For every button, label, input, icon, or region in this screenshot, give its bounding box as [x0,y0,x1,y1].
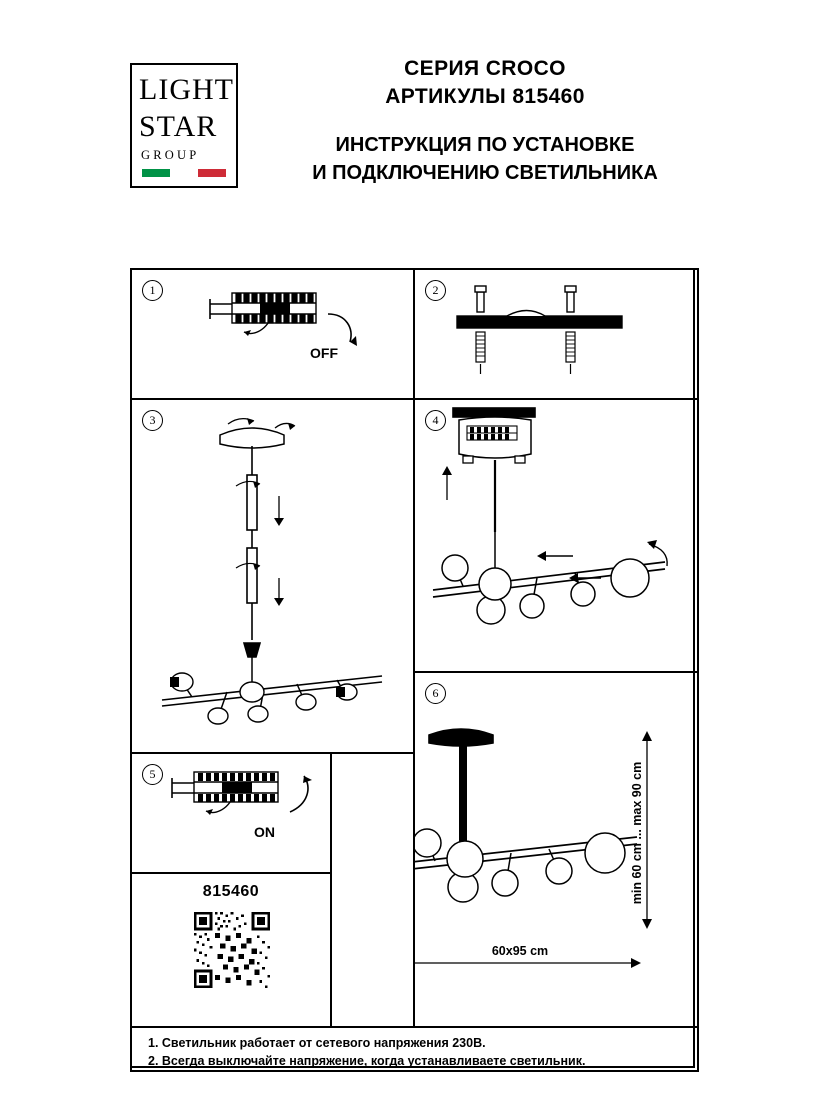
italy-flag-icon [142,169,226,177]
qr-panel [130,872,332,1028]
step6-illustration [415,673,699,1028]
notes-panel [130,1026,699,1072]
step-panel-4 [413,398,699,673]
instruction-title-line1: ИНСТРУКЦИЯ ПО УСТАНОВКЕ [335,134,635,156]
step1-illustration [132,270,415,400]
logo-text-group: GROUP [141,148,200,162]
logo-text-star: STAR [139,110,218,143]
width-dimension-label: 60x95 cm [491,944,549,958]
step-panel-6 [413,671,699,1028]
step3-illustration [132,400,415,754]
article-title: АРТИКУЛЫ 815460 [385,85,585,108]
step-number-1: 1 [142,280,163,301]
step-panel-5 [130,752,332,874]
step-panel-3 [130,398,415,754]
step-panel-2 [413,268,699,400]
step-number-4: 4 [425,410,446,431]
instruction-title-line2: И ПОДКЛЮЧЕНИЮ СВЕТИЛЬНИКА [312,162,658,184]
product-code-label: 815460 [202,883,260,900]
qr-code-icon [194,912,270,988]
note-line-1: 1. Светильник работает от сетевого напряжения 230В. [148,1036,486,1050]
title-block [270,55,700,187]
step-panel-1 [130,268,415,400]
logo-text-light: LIGHT [139,73,234,106]
step1-off-label: OFF [310,345,338,361]
brand-logo [130,63,238,188]
step-number-5: 5 [142,764,163,785]
document-header [130,55,700,195]
step4-illustration [415,400,699,673]
series-title: СЕРИЯ CROCO [404,57,566,80]
step-number-6: 6 [425,683,446,704]
height-dimension-label: min 60 cm ... max 90 cm [630,761,644,905]
notes-block [148,1034,585,1070]
step2-illustration [415,270,699,400]
note-line-2: 2. Всегда выключайте напряжение, когда устанавливаете светильник. [148,1054,586,1068]
step-number-2: 2 [425,280,446,301]
step-number-3: 3 [142,410,163,431]
steps-grid [130,268,695,1068]
step5-on-label: ON [254,824,275,840]
